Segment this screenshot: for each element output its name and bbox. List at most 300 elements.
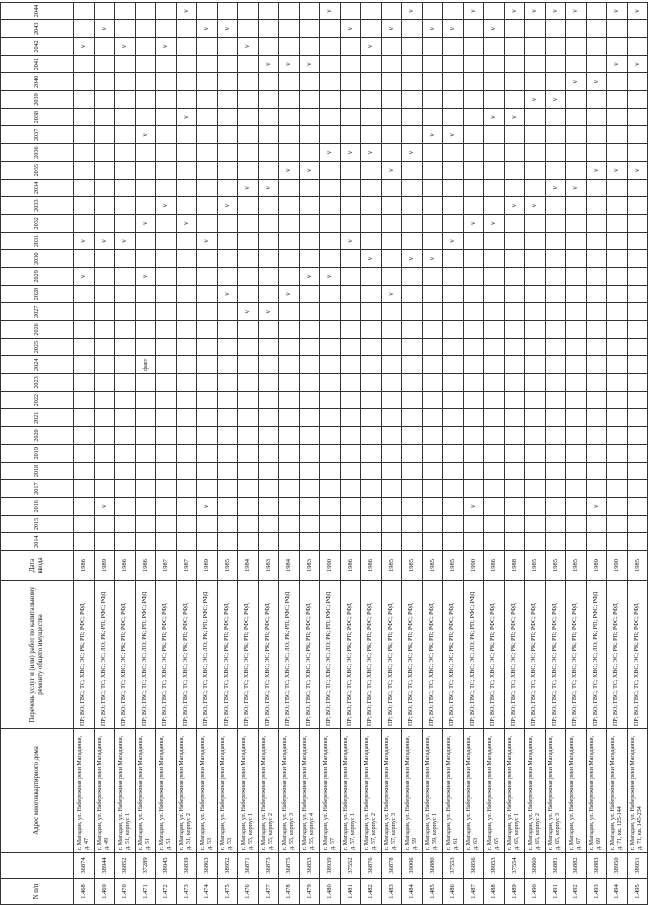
cell-year-2036: [361, 144, 382, 162]
cell-year-2026: [443, 321, 464, 339]
cell-year-2016: [340, 497, 361, 515]
cell-year-2028: [443, 285, 464, 303]
cell-year-2040: [361, 73, 382, 91]
cell-year-2029: [94, 268, 115, 286]
cell-year-2037: [176, 126, 197, 144]
cell-year-2039: [217, 91, 238, 109]
cell-year-2029: [135, 268, 156, 286]
cell-year-2031: [627, 232, 648, 250]
cell-year-2027: [238, 303, 259, 321]
row-code: 36882: [566, 853, 587, 879]
check-mark: v: [448, 133, 457, 137]
row-number: 1.476: [238, 879, 259, 905]
check-mark: v: [509, 9, 518, 13]
cell-year-2028: [607, 285, 628, 303]
cell-year-2033: [627, 197, 648, 215]
check-mark: v: [325, 274, 334, 279]
cell-year-2041: [566, 55, 587, 73]
cell-year-2034: [586, 179, 607, 197]
header-year-label: 2041: [33, 57, 40, 71]
cell-year-2019: [484, 444, 505, 462]
cell-year-2038: [443, 108, 464, 126]
row-year-built: 1984: [238, 551, 259, 581]
row-services: ПР; ВО; ГВС; ТС; ХВС; ЭС; ЛО; РК; РП; РФС; РФД: [320, 581, 341, 729]
cell-year-2023: [320, 374, 341, 392]
cell-year-2034: [197, 179, 218, 197]
cell-year-2030: [115, 250, 136, 268]
table-row: [443, 2, 464, 904]
row-number: 1.474: [197, 879, 218, 905]
header-year-label: 2036: [33, 146, 40, 159]
cell-year-2036: [74, 144, 95, 162]
cell-year-2021: [74, 409, 95, 427]
cell-year-2014: [197, 533, 218, 551]
row-number: 1.494: [607, 879, 628, 905]
cell-year-2020: [156, 427, 177, 445]
cell-year-2044: [197, 2, 218, 20]
cell-year-2026: [627, 321, 648, 339]
cell-year-2035: [545, 161, 566, 179]
row-address: г. Магадан, ул. Набережная реки Магаданки, д. 53: [197, 729, 218, 853]
cell-year-2044: [484, 2, 505, 20]
cell-year-2024: [135, 356, 156, 374]
cell-year-2015: [402, 515, 423, 533]
cell-year-2022: [320, 391, 341, 409]
cell-year-2041: [238, 55, 259, 73]
check-mark: v: [530, 9, 539, 13]
cell-year-2035: [607, 161, 628, 179]
cell-year-2019: [627, 444, 648, 462]
cell-year-2022: [484, 391, 505, 409]
cell-year-2030: [299, 250, 320, 268]
cell-year-2022: [627, 391, 648, 409]
cell-year-2017: [197, 480, 218, 498]
cell-year-2040: [504, 73, 525, 91]
cell-year-2024: [443, 356, 464, 374]
cell-year-2018: [176, 462, 197, 480]
cell-year-2030: [176, 250, 197, 268]
cell-year-2021: [443, 409, 464, 427]
cell-year-2043: [217, 20, 238, 38]
cell-year-2021: [566, 409, 587, 427]
row-services: ПР; ВО; ГВС; ТС; ХВС; ЭС; РК; РП; РФС; РФД: [504, 581, 525, 729]
cell-year-2042: [484, 38, 505, 56]
cell-year-2020: [217, 427, 238, 445]
cell-year-2025: [381, 338, 402, 356]
cell-year-2029: [463, 268, 484, 286]
row-services: ПР; ВО; ГВС; ТС; ХВС; ЭС; РК; РП; РФС; РФД: [217, 581, 238, 729]
row-year-built: 1983: [258, 551, 279, 581]
cell-year-2043: [299, 20, 320, 38]
cell-year-2024: [463, 356, 484, 374]
row-services: ПР; ВО; ГВС; ТС; ХВС; ЭС; РК; РП; РФС; РФД: [238, 581, 259, 729]
check-mark: v: [325, 150, 334, 155]
cell-year-2035: [484, 161, 505, 179]
row-code: 38950: [607, 853, 628, 879]
cell-year-2028: [135, 285, 156, 303]
row-code: 37553: [443, 853, 464, 879]
cell-year-2028: [381, 285, 402, 303]
cell-year-2036: [586, 144, 607, 162]
row-code: 36839: [176, 853, 197, 879]
cell-year-2021: [402, 409, 423, 427]
cell-year-2020: [197, 427, 218, 445]
cell-year-2022: [545, 391, 566, 409]
row-number: 1.487: [463, 879, 484, 905]
cell-year-2044: [422, 2, 443, 20]
cell-year-2042: [381, 38, 402, 56]
cell-year-2024: [115, 356, 136, 374]
cell-year-2036: [94, 144, 115, 162]
row-year-built: 1989: [197, 551, 218, 581]
cell-year-2034: [422, 179, 443, 197]
cell-year-2044: [545, 2, 566, 20]
cell-year-2017: [217, 480, 238, 498]
cell-year-2027: [279, 303, 300, 321]
check-mark: v: [366, 150, 375, 155]
cell-year-2016: [402, 497, 423, 515]
header-year-built: Дата ввода: [1, 551, 74, 581]
cell-year-2031: [586, 232, 607, 250]
cell-year-2031: [258, 232, 279, 250]
cell-year-2016: [279, 497, 300, 515]
cell-year-2035: [381, 161, 402, 179]
cell-year-2038: [607, 108, 628, 126]
row-address: г. Магадан, ул. Набережная реки Магаданки, д. 57, корпус 1: [340, 729, 361, 853]
cell-year-2026: [94, 321, 115, 339]
cell-year-2040: [340, 73, 361, 91]
cell-year-2037: [135, 126, 156, 144]
cell-year-2030: [156, 250, 177, 268]
cell-year-2015: [176, 515, 197, 533]
row-year-built: 1984: [279, 551, 300, 581]
cell-year-2018: [320, 462, 341, 480]
cell-year-2019: [74, 444, 95, 462]
cell-year-2042: [176, 38, 197, 56]
cell-year-2029: [361, 268, 382, 286]
check-mark: v: [284, 62, 293, 66]
cell-year-2021: [340, 409, 361, 427]
cell-year-2029: [607, 268, 628, 286]
cell-year-2029: [545, 268, 566, 286]
header-year-label: 2044: [33, 4, 40, 18]
cell-year-2042: [258, 38, 279, 56]
table-row: [586, 2, 607, 904]
cell-year-2025: [545, 338, 566, 356]
cell-year-2040: [525, 73, 546, 91]
cell-year-2024: [258, 356, 279, 374]
cell-year-2037: [545, 126, 566, 144]
row-number: 1.477: [258, 879, 279, 905]
cell-year-2026: [279, 321, 300, 339]
cell-year-2040: [299, 73, 320, 91]
cell-year-2035: [566, 161, 587, 179]
check-mark: v: [99, 239, 108, 243]
cell-year-2041: [607, 55, 628, 73]
cell-year-2023: [504, 374, 525, 392]
row-services: ПР; ВО; ГВС; ТС; ХВС; ЭС; РК; РП; РФС; РФД: [525, 581, 546, 729]
cell-year-2019: [176, 444, 197, 462]
cell-year-2018: [156, 462, 177, 480]
cell-year-2028: [197, 285, 218, 303]
cell-year-2018: [484, 462, 505, 480]
cell-year-2027: [545, 303, 566, 321]
cell-year-2015: [135, 515, 156, 533]
cell-year-2018: [217, 462, 238, 480]
cell-year-2043: [156, 20, 177, 38]
cell-year-2032: [381, 214, 402, 232]
table-row: [504, 2, 525, 904]
cell-year-2023: [156, 374, 177, 392]
cell-year-2043: [627, 20, 648, 38]
cell-year-2043: [135, 20, 156, 38]
cell-year-2025: [586, 338, 607, 356]
cell-year-2021: [299, 409, 320, 427]
cell-year-2041: [299, 55, 320, 73]
cell-year-2030: [525, 250, 546, 268]
cell-year-2037: [94, 126, 115, 144]
cell-year-2032: [217, 214, 238, 232]
cell-year-2025: [361, 338, 382, 356]
cell-year-2025: [525, 338, 546, 356]
cell-year-2033: [422, 197, 443, 215]
cell-year-2015: [258, 515, 279, 533]
header-year-2023: [1, 374, 74, 392]
cell-year-2028: [361, 285, 382, 303]
row-year-built: 1989: [586, 551, 607, 581]
cell-year-2026: [586, 321, 607, 339]
table-row: [463, 2, 484, 904]
row-code: 36883: [586, 853, 607, 879]
header-year-2034: [1, 179, 74, 197]
row-code: 36878: [381, 853, 402, 879]
cell-year-2043: [607, 20, 628, 38]
check-mark: v: [612, 9, 621, 13]
cell-year-2034: [94, 179, 115, 197]
cell-year-2016: [586, 497, 607, 515]
cell-year-2027: [463, 303, 484, 321]
cell-year-2034: [443, 179, 464, 197]
cell-year-2026: [320, 321, 341, 339]
cell-year-2016: [381, 497, 402, 515]
cell-year-2020: [94, 427, 115, 445]
cell-year-2040: [381, 73, 402, 91]
cell-year-2031: [340, 232, 361, 250]
cell-year-2043: [94, 20, 115, 38]
cell-year-2042: [566, 38, 587, 56]
row-number: 1.489: [504, 879, 525, 905]
cell-year-2027: [627, 303, 648, 321]
header-year-2030: [1, 250, 74, 268]
cell-year-2030: [607, 250, 628, 268]
table-row: [94, 2, 115, 904]
cell-year-2043: [443, 20, 464, 38]
header-year-label: 2035: [33, 164, 40, 177]
cell-year-2042: [586, 38, 607, 56]
cell-year-2028: [525, 285, 546, 303]
cell-year-2023: [443, 374, 464, 392]
cell-year-2022: [381, 391, 402, 409]
cell-year-2033: [566, 197, 587, 215]
cell-year-2028: [340, 285, 361, 303]
row-number: 1.468: [74, 879, 95, 905]
cell-year-2031: [525, 232, 546, 250]
cell-year-2025: [279, 338, 300, 356]
cell-year-2017: [525, 480, 546, 498]
cell-year-2027: [176, 303, 197, 321]
row-address: г. Магадан, ул. Набережная реки Магаданки, д. 51, корпус 2: [176, 729, 197, 853]
check-mark: v: [591, 168, 600, 172]
cell-year-2021: [258, 409, 279, 427]
row-address: г. Магадан, ул. Набережная реки Магаданки, д. 71, кв. 125-144: [607, 729, 628, 853]
row-code: 36876: [361, 853, 382, 879]
cell-year-2036: [258, 144, 279, 162]
check-mark: v: [222, 26, 231, 31]
cell-year-2017: [627, 480, 648, 498]
cell-year-2014: [586, 533, 607, 551]
cell-year-2019: [217, 444, 238, 462]
row-code: 36852: [115, 853, 136, 879]
cell-year-2033: [217, 197, 238, 215]
cell-year-2041: [361, 55, 382, 73]
row-address: г. Магадан, ул. Набережная реки Магаданки, д. 57: [320, 729, 341, 853]
check-mark: v: [366, 256, 375, 261]
cell-year-2039: [115, 91, 136, 109]
cell-year-2037: [504, 126, 525, 144]
row-number: 1.479: [299, 879, 320, 905]
cell-year-2014: [443, 533, 464, 551]
cell-year-2027: [422, 303, 443, 321]
cell-year-2039: [299, 91, 320, 109]
table-row: [545, 2, 566, 904]
cell-year-2017: [135, 480, 156, 498]
cell-year-2021: [586, 409, 607, 427]
cell-year-2032: [545, 214, 566, 232]
row-year-built: 1987: [176, 551, 197, 581]
cell-year-2032: [504, 214, 525, 232]
cell-year-2018: [402, 462, 423, 480]
cell-year-2017: [566, 480, 587, 498]
row-code: 39006: [402, 853, 423, 879]
table-body: [74, 2, 648, 904]
cell-year-2019: [156, 444, 177, 462]
row-code: 38939: [320, 853, 341, 879]
cell-year-2034: [607, 179, 628, 197]
cell-year-2025: [484, 338, 505, 356]
header-year-2033: [1, 197, 74, 215]
cell-year-2032: [299, 214, 320, 232]
cell-year-2016: [607, 497, 628, 515]
row-year-built: 1989: [94, 551, 115, 581]
cell-year-2020: [463, 427, 484, 445]
cell-year-2016: [443, 497, 464, 515]
cell-year-2033: [258, 197, 279, 215]
cell-year-2032: [627, 214, 648, 232]
cell-year-2024: [361, 356, 382, 374]
header-year-2016: [1, 497, 74, 515]
cell-year-2016: [217, 497, 238, 515]
check-mark: v: [632, 62, 641, 66]
check-mark: v: [140, 221, 149, 226]
cell-year-2037: [197, 126, 218, 144]
check-mark: v: [222, 203, 231, 208]
cell-year-2029: [566, 268, 587, 286]
cell-year-2031: [545, 232, 566, 250]
cell-year-2022: [443, 391, 464, 409]
cell-year-2022: [115, 391, 136, 409]
row-address: г. Магадан, ул. Набережная реки Магаданки, д. 55, корпус 3: [279, 729, 300, 853]
cell-year-2030: [361, 250, 382, 268]
cell-year-2037: [463, 126, 484, 144]
cell-year-2030: [238, 250, 259, 268]
header-year-2018: [1, 462, 74, 480]
cell-year-2026: [156, 321, 177, 339]
cell-year-2032: [135, 214, 156, 232]
check-mark: v: [386, 26, 395, 31]
cell-year-2034: [176, 179, 197, 197]
cell-year-2023: [361, 374, 382, 392]
cell-year-2029: [484, 268, 505, 286]
cell-year-2035: [156, 161, 177, 179]
cell-year-2017: [422, 480, 443, 498]
check-mark: v: [448, 239, 457, 243]
cell-year-2041: [525, 55, 546, 73]
check-mark: v: [509, 203, 518, 208]
row-number: 1.473: [176, 879, 197, 905]
cell-year-2016: [135, 497, 156, 515]
cell-year-2042: [135, 38, 156, 56]
cell-year-2041: [340, 55, 361, 73]
row-address: г. Магадан, ул. Набережная реки Магаданки, д. 59: [402, 729, 423, 853]
cell-year-2034: [402, 179, 423, 197]
cell-year-2035: [176, 161, 197, 179]
cell-year-2029: [197, 268, 218, 286]
header-year-2041: [1, 55, 74, 73]
cell-year-2034: [217, 179, 238, 197]
cell-year-2014: [545, 533, 566, 551]
cell-year-2014: [115, 533, 136, 551]
row-services: ПР; ВО; ГВС; ТС; ХВС; ЭС; РК; РП; РФС; РФД: [340, 581, 361, 729]
cell-year-2044: [135, 2, 156, 20]
cell-year-2033: [484, 197, 505, 215]
row-address: г. Магадан, ул. Набережная реки Магаданки, д. 65, корпус 2: [525, 729, 546, 853]
cell-year-2029: [115, 268, 136, 286]
cell-year-2028: [94, 285, 115, 303]
cell-year-2039: [422, 91, 443, 109]
cell-year-2043: [586, 20, 607, 38]
cell-year-2025: [320, 338, 341, 356]
header-year-2017: [1, 480, 74, 498]
cell-year-2029: [381, 268, 402, 286]
row-number: 1.492: [566, 879, 587, 905]
cell-year-2030: [94, 250, 115, 268]
cell-year-2038: [566, 108, 587, 126]
cell-year-2033: [504, 197, 525, 215]
cell-year-2017: [484, 480, 505, 498]
cell-year-2035: [197, 161, 218, 179]
header-year-label: 2022: [33, 393, 40, 407]
cell-year-2018: [115, 462, 136, 480]
cell-year-2031: [176, 232, 197, 250]
table-row: [402, 2, 423, 904]
cell-year-2014: [504, 533, 525, 551]
cell-year-2027: [586, 303, 607, 321]
cell-year-2034: [320, 179, 341, 197]
cell-year-2032: [402, 214, 423, 232]
cell-year-2029: [279, 268, 300, 286]
cell-year-2020: [586, 427, 607, 445]
header-address: Адрес многоквартирного дома: [1, 729, 74, 853]
